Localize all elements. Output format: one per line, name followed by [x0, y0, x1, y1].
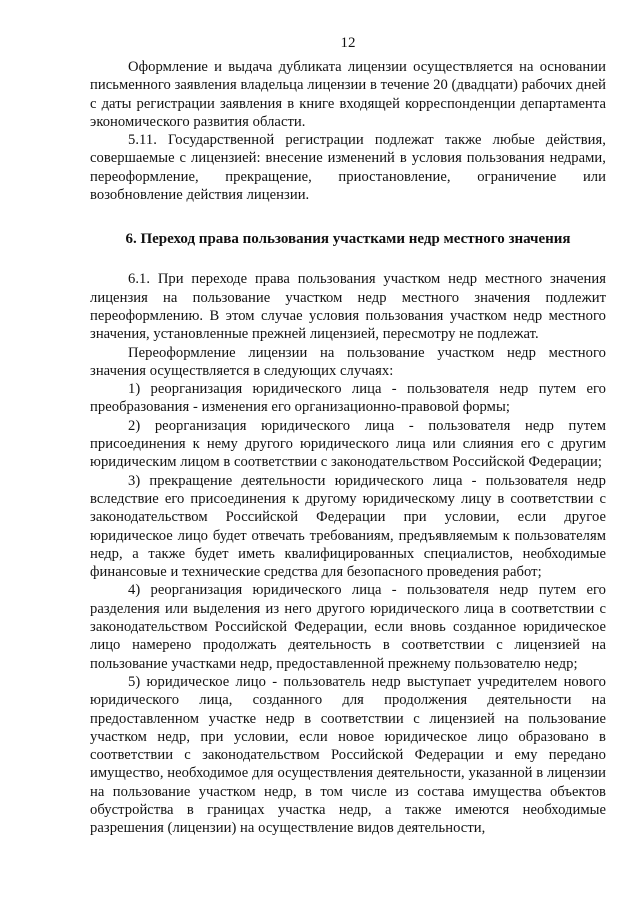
document-page [90, 34, 606, 838]
list-item-4: 4) реорганизация юридического лица - пользователя недр путем его разделения или выделения из него другого юридического лица в соответствии с законодательством Российской Федерации, если вновь созданное юридическое лицо намерено продолжать деятельность в соответствии с лицензией на пользование участками недр, предоставленной прежнему пользователю недр; [90, 582, 606, 672]
paragraph-reissue-cases: Переоформление лицензии на пользование участком недр местного значения осуществляется в следующих случаях: [90, 344, 606, 379]
paragraph-duplicate-license: Оформление и выдача дубликата лицензии осуществляется на основании письменного заявления владельца лицензии в течение 20 (двадцати) рабочих дней с даты регистрации заявления в книге входящей корреспонденции департамента экономического развития области. [90, 59, 606, 130]
paragraph-6-1: 6.1. При переходе права пользования участком недр местного значения лицензия на пользование участком недр местного значения подлежит переоформлению. В этом случае условия пользования участком недр местного значения, установленные прежней лицензией, пересмотру не подлежат. [90, 271, 606, 343]
section-heading: 6. Переход права пользования участками недр местного значения [125, 231, 571, 248]
list-item-1: 1) реорганизация юридического лица - пользователя недр путем его преобразования - изменения его организационно-правовой формы; [90, 381, 606, 416]
paragraph-5-11: 5.11. Государственной регистрации подлежат также любые действия, совершаемые с лицензией: внесение изменений в условия пользования недрами, переоформление, прекращение, приостановление, ограничение или возобновление действия лицензии. [90, 132, 606, 204]
list-item-5: 5) юридическое лицо - пользователь недр выступает учредителем нового юридического лица, созданного для продолжения деятельности на предоставленном участке недр в соответствии с лицензией на пользование участком недр, при условии, если новое юридическое лицо образовано в соответствии с законодательством Российской Федерации и ему передано имущество, необходимое для осуществления деятельности, указанной в лицензии на пользование участком недр, в том числе из состава имущества объектов обустройства в границах участка недр, а также имеются необходимые разрешения (лицензии) на осуществление видов деятельности, [90, 673, 606, 837]
list-item-2: 2) реорганизация юридического лица - пользователя недр путем присоединения к нему другого юридического лица или слияния его с другим юридическим лицом в соответствии с законодательством Российской Федерации; [90, 417, 606, 471]
list-item-3: 3) прекращение деятельности юридического лица - пользователя недр вследствие его присоединения к другому юридическому лицу в соответствии с законодательством Российской Федерации при условии, если другое юридическое лицо будет отвечать требованиям, предъявляемым к пользователям недр, а также будет иметь квалифицированных специалистов, необходимые финансовые и технические средства для безопасного проведения работ; [90, 472, 606, 581]
page-number: 12 [340, 35, 356, 51]
